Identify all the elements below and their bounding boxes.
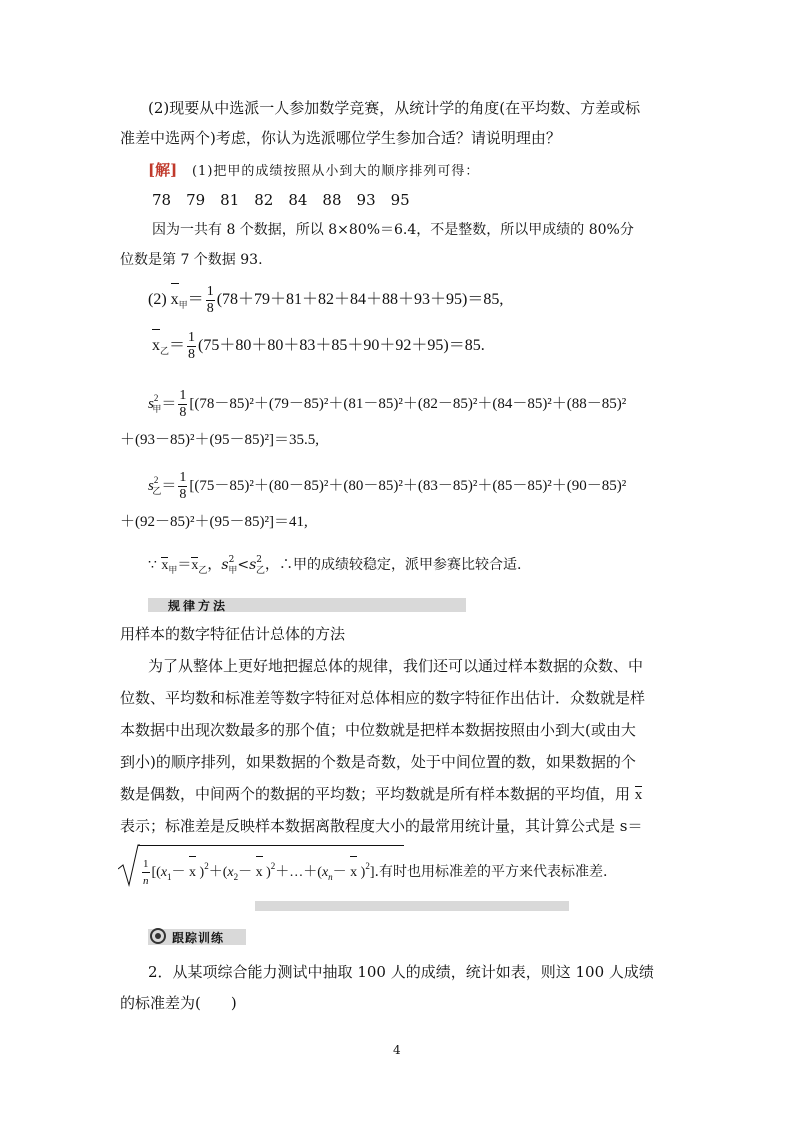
mean-jia-formula: (2) $x_甲=$ $\frac{1}{8}$ (78＋79＋81＋82＋84＋88＋93＋95)＝85,: [148, 282, 503, 323]
solution-tag: [解]: [148, 161, 178, 179]
part2-label: (2): [148, 291, 167, 308]
var-jia-line-1: $s^2_甲=$ $\frac{1}{8}$ [(78－85)²＋(79－85)²＋(81－85)²＋(82－85)²＋(84－85)²＋(88－85)²: [148, 388, 627, 421]
conclusion-line: ∵ $x_甲=x_乙$，$s^2_甲<s^2_乙$，∴甲的成绩较稳定，派甲参赛比较合适.: [148, 555, 522, 576]
method-tag: 规律方法: [168, 599, 229, 613]
fraction-one-eighth: $\frac{1}{8}$: [179, 388, 187, 421]
mean-yi-formula: $x_乙=$ $\frac{1}{8}$ (75＋80＋80＋83＋85＋90＋92＋95)＝85.: [152, 328, 485, 369]
method-para-1: 为了从整体上更好地把握总体的规律，我们还可以通过样本数据的众数、中: [148, 657, 644, 675]
var-yi-line-2: ＋(92－85)²＋(95－85)²]＝41,: [120, 514, 308, 530]
var-yi-expression: [(75－85)²＋(80－85)²＋(80－85)²＋(83－85)²＋(85－85)²＋(90－85)²: [189, 478, 627, 494]
question-line-2: 准差中选两个)考虑，你认为选派哪位学生参加合适？请说明理由？: [120, 129, 561, 147]
x-bar-symbol: x: [171, 282, 179, 318]
fraction-one-over-n: $\frac{1}{n}$: [143, 858, 149, 888]
method-para-2: 位数、平均数和标准差等数字特征对总体相应的数字特征作出估计．众数就是样: [120, 689, 646, 707]
page-number: 4: [393, 1043, 401, 1057]
solution-intro: [148, 160, 479, 182]
mean-yi-expression: (75＋80＋80＋83＋85＋90＋92＋95)＝85.: [198, 337, 485, 354]
training-tag: 跟踪训练: [172, 931, 225, 945]
x-bar-symbol: x: [161, 556, 168, 576]
var-jia-line-2: ＋(93－85)²＋(95－85)²]＝35.5,: [120, 432, 319, 448]
method-para-4: 到小)的顺序排列，如果数据的个数是奇数，处于中间位置的数，如果数据的个: [120, 753, 636, 771]
question-2-line-2: 的标准差为( ): [120, 994, 237, 1012]
mean-yi-sub: 乙: [160, 346, 170, 356]
sd-formula-tail: .有时也用标准差的平方来代表标准差.: [374, 864, 608, 880]
x-bar-symbol: x: [152, 328, 160, 364]
method-title: 用样本的数字特征估计总体的方法: [120, 625, 346, 643]
method-para-5: 数是偶数，中间两个的数据的平均数；平均数就是所有样本数据的平均值，用 x: [120, 785, 643, 803]
sqrt-symbol: [118, 843, 140, 887]
sorted-scores: 78 79 81 82 84 88 93 95: [152, 191, 410, 209]
method-para-3: 本数据中出现次数最多的那个值；中位数就是把样本数据按照由小到大(或由大: [120, 721, 636, 739]
part1-intro: (1)把甲的成绩按照从小到大的顺序排列可得：: [191, 164, 480, 179]
var-jia-expression: [(78－85)²＋(79－85)²＋(81－85)²＋(82－85)²＋(84－85)²＋(88－85)²: [189, 396, 627, 412]
percentile-line-1: 因为一共有 8 个数据，所以 8×80%＝6.4，不是整数，所以甲成绩的 80%分: [152, 222, 634, 238]
x-bar-symbol: x: [634, 787, 643, 803]
mean-jia-expression: (78＋79＋81＋82＋84＋88＋93＋95)＝85,: [216, 291, 504, 308]
fraction-one-eighth: $\frac{1}{8}$: [206, 283, 214, 316]
target-icon: [150, 928, 166, 944]
fraction-one-eighth: $\frac{1}{8}$: [179, 470, 187, 503]
x-bar-symbol: x: [191, 556, 198, 576]
percentile-line-2: 位数是第 7 个数据 93.: [120, 252, 263, 268]
section-separator: [255, 901, 569, 911]
question-line-1: (2)现要从中选派一人参加数学竞赛，从统计学的角度(在平均数、方差或标: [148, 99, 641, 117]
mean-jia-sub: 甲: [178, 300, 188, 310]
method-para-6: 表示；标准差是反映样本数据离散程度大小的最常用统计量，其计算公式是 s＝: [120, 817, 643, 835]
var-yi-line-1: $s^2_乙=$ $\frac{1}{8}$ [(75－85)²＋(80－85)²＋(80－85)²＋(83－85)²＋(85－85)²＋(90－85)²: [148, 470, 627, 503]
question-2-line-1: 2．从某项综合能力测试中抽取 100 人的成绩，统计如表，则这 100 人成绩: [148, 963, 654, 981]
fraction-one-eighth: $\frac{1}{8}$: [188, 329, 196, 362]
conclusion-text: ，∴甲的成绩较稳定，派甲参赛比较合适.: [265, 557, 522, 573]
sd-formula: $\frac{1}{n}$ [($x_1- x$ )$^2+(x_2- x$ )$^2+\dots+(x_n- x$ )$^2$].有时也用标准差的平方来代表标准差.: [140, 848, 607, 895]
sqrt-overline: [138, 845, 404, 846]
